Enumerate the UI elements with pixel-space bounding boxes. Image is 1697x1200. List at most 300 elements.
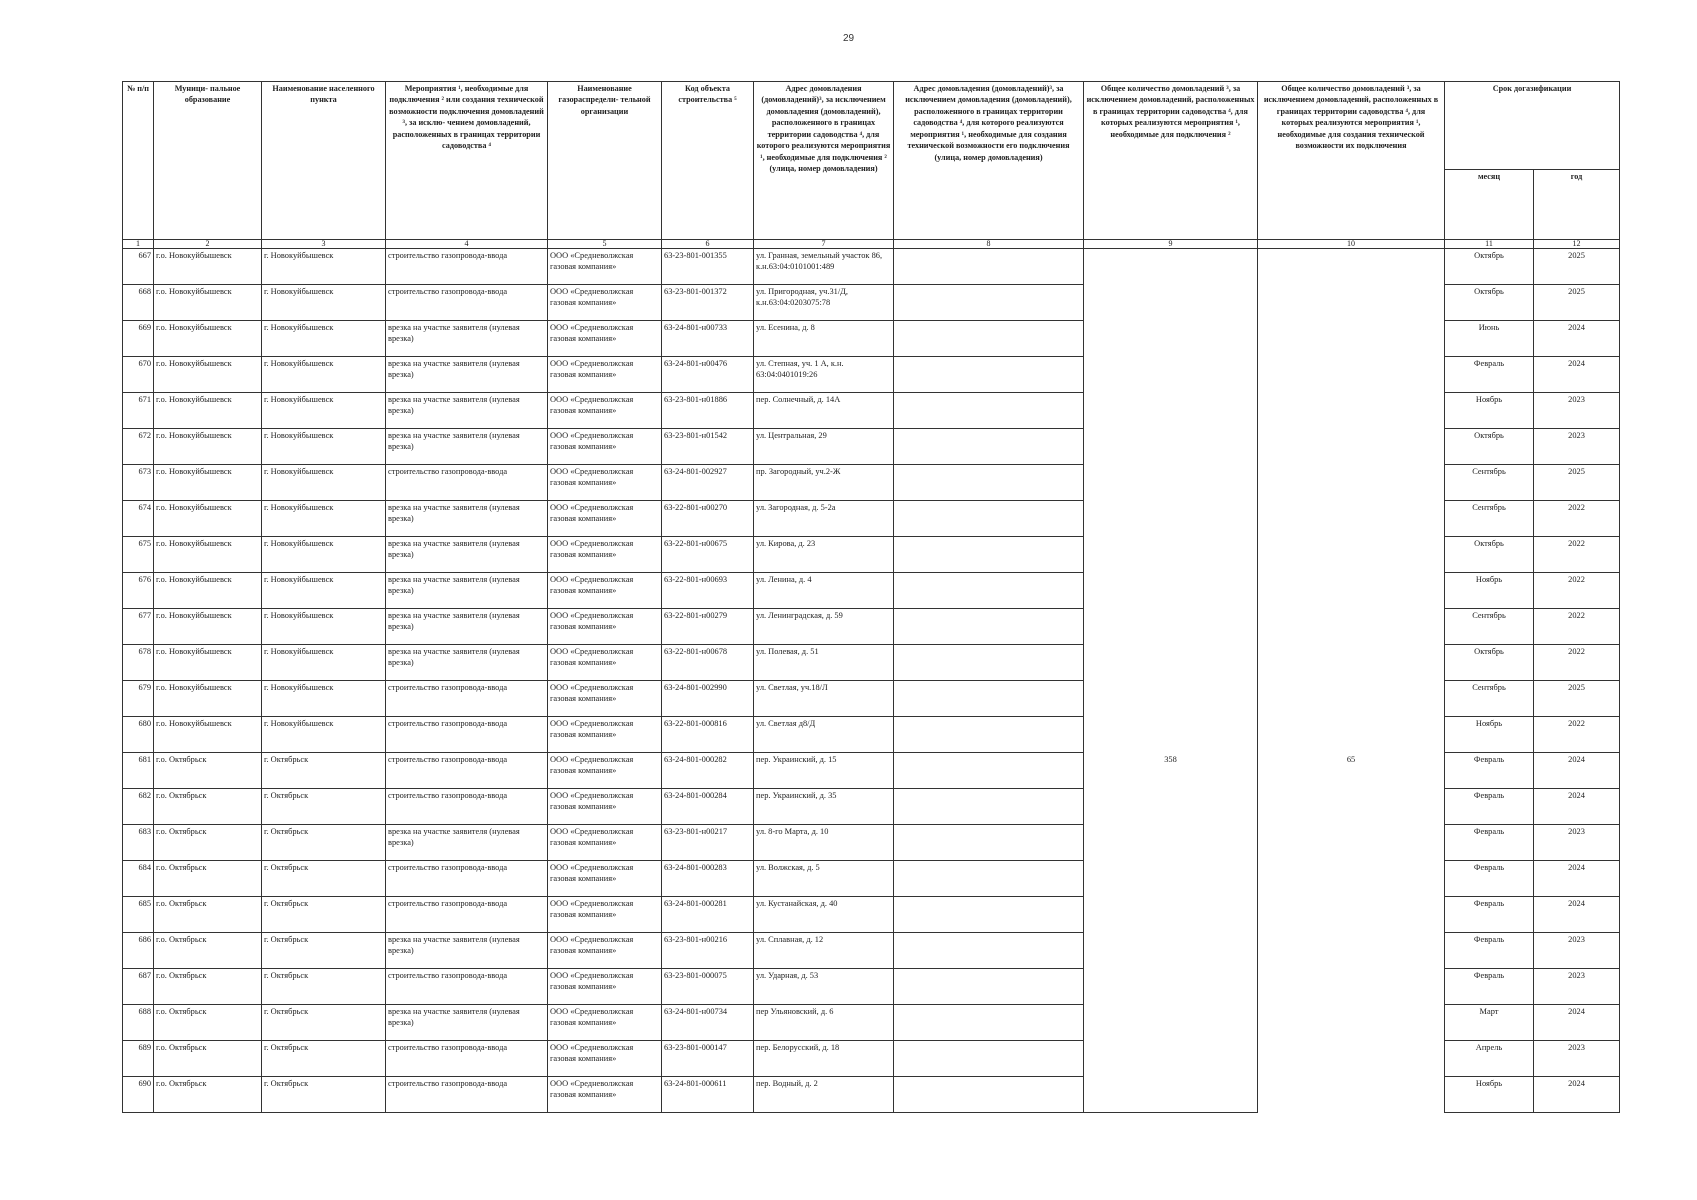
row-year: 2023: [1534, 969, 1620, 1005]
row-settlement: г. Октябрьск: [262, 897, 386, 933]
column-number: 7: [754, 240, 894, 249]
row-object-code: 63-23-801-000147: [662, 1041, 754, 1077]
row-municipality: г.о. Новокуйбышевск: [154, 249, 262, 285]
row-address: ул. Есенина, д. 8: [754, 321, 894, 357]
row-count-connection: [1084, 897, 1258, 933]
row-address: пер. Белорусский, д. 18: [754, 1041, 894, 1077]
header-address-technical: Адрес домовладения (домовладений)³, за исключением домовладения (домовладений), расположенного в границах территории садоводства ⁴, для которого реализуются мероприятия ¹, необходимые для создания технической возможности его подключения (улица, номер домовладения): [894, 82, 1084, 240]
row-number: 670: [123, 357, 154, 393]
row-address-technical: [894, 285, 1084, 321]
row-municipality: г.о. Октябрьск: [154, 753, 262, 789]
row-number: 686: [123, 933, 154, 969]
row-month: Ноябрь: [1445, 717, 1534, 753]
row-object-code: 63-24-801-002990: [662, 681, 754, 717]
row-number: 688: [123, 1005, 154, 1041]
row-month: Ноябрь: [1445, 393, 1534, 429]
row-year: 2024: [1534, 357, 1620, 393]
row-number: 677: [123, 609, 154, 645]
row-gas-org: ООО «Средневолжская газовая компания»: [548, 465, 662, 501]
row-object-code: 63-24-801-002927: [662, 465, 754, 501]
row-month: Сентябрь: [1445, 681, 1534, 717]
row-object-code: 63-23-801-001372: [662, 285, 754, 321]
row-count-technical: [1258, 1077, 1445, 1113]
row-address: пер. Водный, д. 2: [754, 1077, 894, 1113]
row-address-technical: [894, 897, 1084, 933]
row-municipality: г.о. Новокуйбышевск: [154, 357, 262, 393]
table-row: [123, 969, 1620, 1005]
row-month: Октябрь: [1445, 429, 1534, 465]
row-activity: строительство газопровода-ввода: [386, 717, 548, 753]
row-address-technical: [894, 789, 1084, 825]
row-municipality: г.о. Новокуйбышевск: [154, 501, 262, 537]
row-year: 2023: [1534, 933, 1620, 969]
row-activity: строительство газопровода-ввода: [386, 969, 548, 1005]
table-row: [123, 357, 1620, 393]
row-activity: строительство газопровода-ввода: [386, 249, 548, 285]
row-year: 2023: [1534, 393, 1620, 429]
row-object-code: 63-22-801-000816: [662, 717, 754, 753]
header-municipality: Муници- пальное образование: [154, 82, 262, 240]
row-settlement: г. Новокуйбышевск: [262, 249, 386, 285]
row-year: 2022: [1534, 537, 1620, 573]
header-count-technical: Общее количество домовладений ³, за исключением домовладений, расположенных в границах территории садоводства ⁴, для которых реализуются мероприятия ¹, необходимые для создания технической возможности их подключения: [1258, 82, 1445, 240]
row-address-technical: [894, 501, 1084, 537]
row-address: ул. Пригородная, уч.31/Д, к.н.63:04:0203075:78: [754, 285, 894, 321]
table-row: [123, 861, 1620, 897]
column-number: 12: [1534, 240, 1620, 249]
row-object-code: 63-24-801-000282: [662, 753, 754, 789]
row-count-connection: [1084, 825, 1258, 861]
row-activity: врезка на участке заявителя (нулевая врезка): [386, 393, 548, 429]
row-year: 2023: [1534, 429, 1620, 465]
row-month: Март: [1445, 1005, 1534, 1041]
row-activity: врезка на участке заявителя (нулевая врезка): [386, 825, 548, 861]
row-activity: врезка на участке заявителя (нулевая врезка): [386, 501, 548, 537]
row-month: Февраль: [1445, 897, 1534, 933]
table-row: [123, 789, 1620, 825]
row-year: 2023: [1534, 1041, 1620, 1077]
row-count-connection: [1084, 645, 1258, 681]
header-count-connection: Общее количество домовладений ³, за исключением домовладений, расположенных в границах территории садоводства ⁴, для которых реализуются мероприятия ¹, необходимые для подключения ²: [1084, 82, 1258, 240]
row-address: ул. Центральная, 29: [754, 429, 894, 465]
row-address: ул. Светлая д8/Д: [754, 717, 894, 753]
row-object-code: 63-24-801-000284: [662, 789, 754, 825]
header-year: год: [1534, 170, 1620, 240]
table-row: [123, 465, 1620, 501]
row-count-technical: 65: [1258, 753, 1445, 789]
row-municipality: г.о. Октябрьск: [154, 1041, 262, 1077]
row-month: Февраль: [1445, 825, 1534, 861]
row-year: 2022: [1534, 717, 1620, 753]
row-activity: строительство газопровода-ввода: [386, 861, 548, 897]
table-row: [123, 573, 1620, 609]
row-address: пер. Украинский, д. 35: [754, 789, 894, 825]
header-month: месяц: [1445, 170, 1534, 240]
row-settlement: г. Октябрьск: [262, 933, 386, 969]
table-row: [123, 1005, 1620, 1041]
row-count-technical: [1258, 357, 1445, 393]
row-address-technical: [894, 429, 1084, 465]
row-count-connection: [1084, 393, 1258, 429]
row-object-code: 63-23-801-н01542: [662, 429, 754, 465]
row-settlement: г. Новокуйбышевск: [262, 609, 386, 645]
table-row: [123, 681, 1620, 717]
row-address: ул. Ленина, д. 4: [754, 573, 894, 609]
row-gas-org: ООО «Средневолжская газовая компания»: [548, 825, 662, 861]
row-activity: врезка на участке заявителя (нулевая врезка): [386, 321, 548, 357]
row-number: 672: [123, 429, 154, 465]
row-gas-org: ООО «Средневолжская газовая компания»: [548, 1041, 662, 1077]
header-settlement: Наименование населенного пункта: [262, 82, 386, 240]
row-month: Февраль: [1445, 753, 1534, 789]
row-settlement: г. Октябрьск: [262, 753, 386, 789]
row-count-connection: [1084, 609, 1258, 645]
row-object-code: 63-22-801-н00279: [662, 609, 754, 645]
row-count-technical: [1258, 825, 1445, 861]
row-gas-org: ООО «Средневолжская газовая компания»: [548, 897, 662, 933]
row-number: 673: [123, 465, 154, 501]
row-month: Февраль: [1445, 861, 1534, 897]
row-count-technical: [1258, 249, 1445, 285]
row-municipality: г.о. Новокуйбышевск: [154, 681, 262, 717]
table-body: [123, 240, 1620, 1113]
row-count-connection: [1084, 501, 1258, 537]
row-municipality: г.о. Октябрьск: [154, 933, 262, 969]
row-count-technical: [1258, 645, 1445, 681]
row-year: 2024: [1534, 861, 1620, 897]
row-settlement: г. Октябрьск: [262, 1005, 386, 1041]
row-gas-org: ООО «Средневолжская газовая компания»: [548, 933, 662, 969]
row-number: 683: [123, 825, 154, 861]
table-row: [123, 609, 1620, 645]
row-municipality: г.о. Октябрьск: [154, 897, 262, 933]
row-month: Октябрь: [1445, 285, 1534, 321]
row-number: 687: [123, 969, 154, 1005]
row-year: 2024: [1534, 321, 1620, 357]
row-settlement: г. Новокуйбышевск: [262, 501, 386, 537]
table-row: [123, 753, 1620, 789]
row-municipality: г.о. Новокуйбышевск: [154, 429, 262, 465]
row-year: 2022: [1534, 645, 1620, 681]
row-gas-org: ООО «Средневолжская газовая компания»: [548, 357, 662, 393]
row-month: Ноябрь: [1445, 1077, 1534, 1113]
row-activity: строительство газопровода-ввода: [386, 789, 548, 825]
row-number: 676: [123, 573, 154, 609]
row-count-connection: [1084, 1077, 1258, 1113]
table-row: [123, 249, 1620, 285]
row-settlement: г. Новокуйбышевск: [262, 357, 386, 393]
row-gas-org: ООО «Средневолжская газовая компания»: [548, 1005, 662, 1041]
column-number: 6: [662, 240, 754, 249]
row-settlement: г. Новокуйбышевск: [262, 285, 386, 321]
row-address-technical: [894, 969, 1084, 1005]
table-row: [123, 429, 1620, 465]
row-count-connection: [1084, 357, 1258, 393]
row-count-technical: [1258, 465, 1445, 501]
table-row: [123, 897, 1620, 933]
row-object-code: 63-22-801-н00678: [662, 645, 754, 681]
row-month: Июнь: [1445, 321, 1534, 357]
table-row: [123, 1041, 1620, 1077]
row-month: Сентябрь: [1445, 465, 1534, 501]
row-year: 2022: [1534, 573, 1620, 609]
row-number: 682: [123, 789, 154, 825]
row-object-code: 63-24-801-н00476: [662, 357, 754, 393]
row-object-code: 63-24-801-н00733: [662, 321, 754, 357]
row-gas-org: ООО «Средневолжская газовая компания»: [548, 501, 662, 537]
row-count-technical: [1258, 321, 1445, 357]
row-activity: врезка на участке заявителя (нулевая врезка): [386, 645, 548, 681]
row-count-connection: [1084, 717, 1258, 753]
row-activity: строительство газопровода-ввода: [386, 1041, 548, 1077]
row-month: Октябрь: [1445, 645, 1534, 681]
row-count-technical: [1258, 501, 1445, 537]
row-object-code: 63-23-801-001355: [662, 249, 754, 285]
row-object-code: 63-24-801-000611: [662, 1077, 754, 1113]
column-number: 9: [1084, 240, 1258, 249]
row-settlement: г. Октябрьск: [262, 1077, 386, 1113]
row-year: 2023: [1534, 825, 1620, 861]
row-municipality: г.о. Новокуйбышевск: [154, 285, 262, 321]
row-address-technical: [894, 1041, 1084, 1077]
row-municipality: г.о. Октябрьск: [154, 789, 262, 825]
row-gas-org: ООО «Средневолжская газовая компания»: [548, 429, 662, 465]
row-month: Сентябрь: [1445, 609, 1534, 645]
row-address: ул. Ленинградская, д. 59: [754, 609, 894, 645]
table-row: [123, 933, 1620, 969]
row-month: Февраль: [1445, 789, 1534, 825]
row-count-connection: [1084, 285, 1258, 321]
row-object-code: 63-23-801-н00216: [662, 933, 754, 969]
row-number: 674: [123, 501, 154, 537]
row-address-technical: [894, 933, 1084, 969]
row-activity: врезка на участке заявителя (нулевая врезка): [386, 933, 548, 969]
row-address-technical: [894, 1005, 1084, 1041]
row-municipality: г.о. Новокуйбышевск: [154, 573, 262, 609]
row-gas-org: ООО «Средневолжская газовая компания»: [548, 861, 662, 897]
row-address: ул. Ударная, д. 53: [754, 969, 894, 1005]
row-address: ул. Гранная, земельный участок 86, к.н.63:04:0101001:489: [754, 249, 894, 285]
header-number: № п/п: [123, 82, 154, 240]
row-count-connection: [1084, 249, 1258, 285]
row-year: 2022: [1534, 501, 1620, 537]
row-municipality: г.о. Новокуйбышевск: [154, 321, 262, 357]
row-gas-org: ООО «Средневолжская газовая компания»: [548, 393, 662, 429]
row-municipality: г.о. Новокуйбышевск: [154, 609, 262, 645]
row-gas-org: ООО «Средневолжская газовая компания»: [548, 969, 662, 1005]
row-activity: строительство газопровода-ввода: [386, 465, 548, 501]
row-activity: врезка на участке заявителя (нулевая врезка): [386, 609, 548, 645]
row-address: ул. Сплавная, д. 12: [754, 933, 894, 969]
row-address: пер Ульяновский, д. 6: [754, 1005, 894, 1041]
row-address-technical: [894, 573, 1084, 609]
row-municipality: г.о. Новокуйбышевск: [154, 537, 262, 573]
row-number: 675: [123, 537, 154, 573]
row-number: 680: [123, 717, 154, 753]
row-activity: строительство газопровода-ввода: [386, 681, 548, 717]
row-count-technical: [1258, 789, 1445, 825]
row-address-technical: [894, 537, 1084, 573]
row-month: Октябрь: [1445, 249, 1534, 285]
row-address: ул. Кустанайская, д. 40: [754, 897, 894, 933]
row-number: 689: [123, 1041, 154, 1077]
row-year: 2025: [1534, 465, 1620, 501]
column-number: 5: [548, 240, 662, 249]
row-gas-org: ООО «Средневолжская газовая компания»: [548, 645, 662, 681]
header-activities: Мероприятия ¹, необходимые для подключения ² или создания технической возможности подключения домовладений ³, за исклю- чением домовладений, расположенных в границах территории садоводства ⁴: [386, 82, 548, 240]
row-month: Октябрь: [1445, 537, 1534, 573]
row-object-code: 63-22-801-н00693: [662, 573, 754, 609]
row-count-connection: [1084, 681, 1258, 717]
row-address: ул. Загородная, д. 5-2а: [754, 501, 894, 537]
row-number: 667: [123, 249, 154, 285]
row-address-technical: [894, 465, 1084, 501]
column-number: 1: [123, 240, 154, 249]
header-address-connection: Адрес домовладения (домовладений)³, за исключением домовладения (домовладений), расположенного в границах территории садоводства ⁴, для которого реализуются мероприятия ¹, необходимые для подключения ² (улица, номер домовладения): [754, 82, 894, 240]
row-municipality: г.о. Октябрьск: [154, 861, 262, 897]
row-address: ул. Степная, уч. 1 А, к.н. 63:04:0401019:26: [754, 357, 894, 393]
row-count-technical: [1258, 933, 1445, 969]
row-address-technical: [894, 249, 1084, 285]
column-numbers-row: [123, 240, 1620, 249]
row-address-technical: [894, 321, 1084, 357]
row-number: 685: [123, 897, 154, 933]
table-row: [123, 321, 1620, 357]
row-activity: строительство газопровода-ввода: [386, 897, 548, 933]
row-activity: строительство газопровода-ввода: [386, 1077, 548, 1113]
row-month: Сентябрь: [1445, 501, 1534, 537]
row-gas-org: ООО «Средневолжская газовая компания»: [548, 321, 662, 357]
row-activity: врезка на участке заявителя (нулевая врезка): [386, 573, 548, 609]
row-municipality: г.о. Октябрьск: [154, 969, 262, 1005]
row-count-technical: [1258, 969, 1445, 1005]
row-address-technical: [894, 393, 1084, 429]
row-count-technical: [1258, 537, 1445, 573]
row-municipality: г.о. Новокуйбышевск: [154, 393, 262, 429]
column-number: 3: [262, 240, 386, 249]
row-year: 2025: [1534, 285, 1620, 321]
row-settlement: г. Новокуйбышевск: [262, 681, 386, 717]
row-count-technical: [1258, 285, 1445, 321]
row-count-technical: [1258, 1005, 1445, 1041]
row-count-connection: [1084, 1041, 1258, 1077]
row-settlement: г. Октябрьск: [262, 825, 386, 861]
row-year: 2024: [1534, 753, 1620, 789]
column-number: 4: [386, 240, 548, 249]
row-address: ул. Кирова, д. 23: [754, 537, 894, 573]
row-number: 679: [123, 681, 154, 717]
column-number: 10: [1258, 240, 1445, 249]
table-row: [123, 393, 1620, 429]
row-gas-org: ООО «Средневолжская газовая компания»: [548, 1077, 662, 1113]
row-year: 2025: [1534, 681, 1620, 717]
row-count-technical: [1258, 717, 1445, 753]
row-count-connection: [1084, 861, 1258, 897]
row-count-connection: [1084, 429, 1258, 465]
row-gas-org: ООО «Средневолжская газовая компания»: [548, 537, 662, 573]
row-count-connection: [1084, 789, 1258, 825]
row-object-code: 63-24-801-000281: [662, 897, 754, 933]
row-activity: строительство газопровода-ввода: [386, 285, 548, 321]
row-settlement: г. Октябрьск: [262, 861, 386, 897]
row-number: 668: [123, 285, 154, 321]
column-number: 8: [894, 240, 1084, 249]
row-month: Февраль: [1445, 933, 1534, 969]
row-count-technical: [1258, 861, 1445, 897]
row-gas-org: ООО «Средневолжская газовая компания»: [548, 717, 662, 753]
row-address: ул. Полевая, д. 51: [754, 645, 894, 681]
row-count-technical: [1258, 573, 1445, 609]
table-row: [123, 285, 1620, 321]
table-row: [123, 1077, 1620, 1113]
row-count-technical: [1258, 681, 1445, 717]
row-address-technical: [894, 825, 1084, 861]
row-activity: врезка на участке заявителя (нулевая врезка): [386, 1005, 548, 1041]
row-number: 669: [123, 321, 154, 357]
row-municipality: г.о. Новокуйбышевск: [154, 717, 262, 753]
row-municipality: г.о. Новокуйбышевск: [154, 465, 262, 501]
row-gas-org: ООО «Средневолжская газовая компания»: [548, 285, 662, 321]
row-gas-org: ООО «Средневолжская газовая компания»: [548, 249, 662, 285]
row-count-connection: [1084, 321, 1258, 357]
row-object-code: 63-23-801-н00217: [662, 825, 754, 861]
row-activity: строительство газопровода-ввода: [386, 753, 548, 789]
row-object-code: 63-24-801-н00734: [662, 1005, 754, 1041]
column-number: 11: [1445, 240, 1534, 249]
table-row: [123, 645, 1620, 681]
row-settlement: г. Новокуйбышевск: [262, 645, 386, 681]
row-count-connection: 358: [1084, 753, 1258, 789]
row-activity: врезка на участке заявителя (нулевая врезка): [386, 429, 548, 465]
row-settlement: г. Новокуйбышевск: [262, 465, 386, 501]
row-count-connection: [1084, 969, 1258, 1005]
row-gas-org: ООО «Средневолжская газовая компания»: [548, 609, 662, 645]
row-address-technical: [894, 1077, 1084, 1113]
table-row: [123, 537, 1620, 573]
row-count-technical: [1258, 429, 1445, 465]
row-settlement: г. Октябрьск: [262, 789, 386, 825]
row-count-connection: [1084, 537, 1258, 573]
row-month: Февраль: [1445, 969, 1534, 1005]
header-deadline: Срок догазификации: [1445, 82, 1620, 170]
row-count-technical: [1258, 1041, 1445, 1077]
row-year: 2022: [1534, 609, 1620, 645]
header-object-code: Код объекта строительства ⁵: [662, 82, 754, 240]
row-municipality: г.о. Октябрьск: [154, 1005, 262, 1041]
row-number: 671: [123, 393, 154, 429]
row-month: Апрель: [1445, 1041, 1534, 1077]
row-count-connection: [1084, 933, 1258, 969]
row-address: пер. Украинский, д. 15: [754, 753, 894, 789]
row-address-technical: [894, 717, 1084, 753]
row-address: пер. Солнечный, д. 14А: [754, 393, 894, 429]
row-year: 2025: [1534, 249, 1620, 285]
row-address-technical: [894, 681, 1084, 717]
row-municipality: г.о. Октябрьск: [154, 825, 262, 861]
row-number: 684: [123, 861, 154, 897]
row-address: пр. Загородный, уч.2-Ж: [754, 465, 894, 501]
row-gas-org: ООО «Средневолжская газовая компания»: [548, 573, 662, 609]
column-number: 2: [154, 240, 262, 249]
row-count-technical: [1258, 609, 1445, 645]
row-month: Ноябрь: [1445, 573, 1534, 609]
row-address-technical: [894, 645, 1084, 681]
row-object-code: 63-23-801-000075: [662, 969, 754, 1005]
row-settlement: г. Новокуйбышевск: [262, 429, 386, 465]
row-gas-org: ООО «Средневолжская газовая компания»: [548, 789, 662, 825]
row-month: Февраль: [1445, 357, 1534, 393]
row-count-technical: [1258, 897, 1445, 933]
